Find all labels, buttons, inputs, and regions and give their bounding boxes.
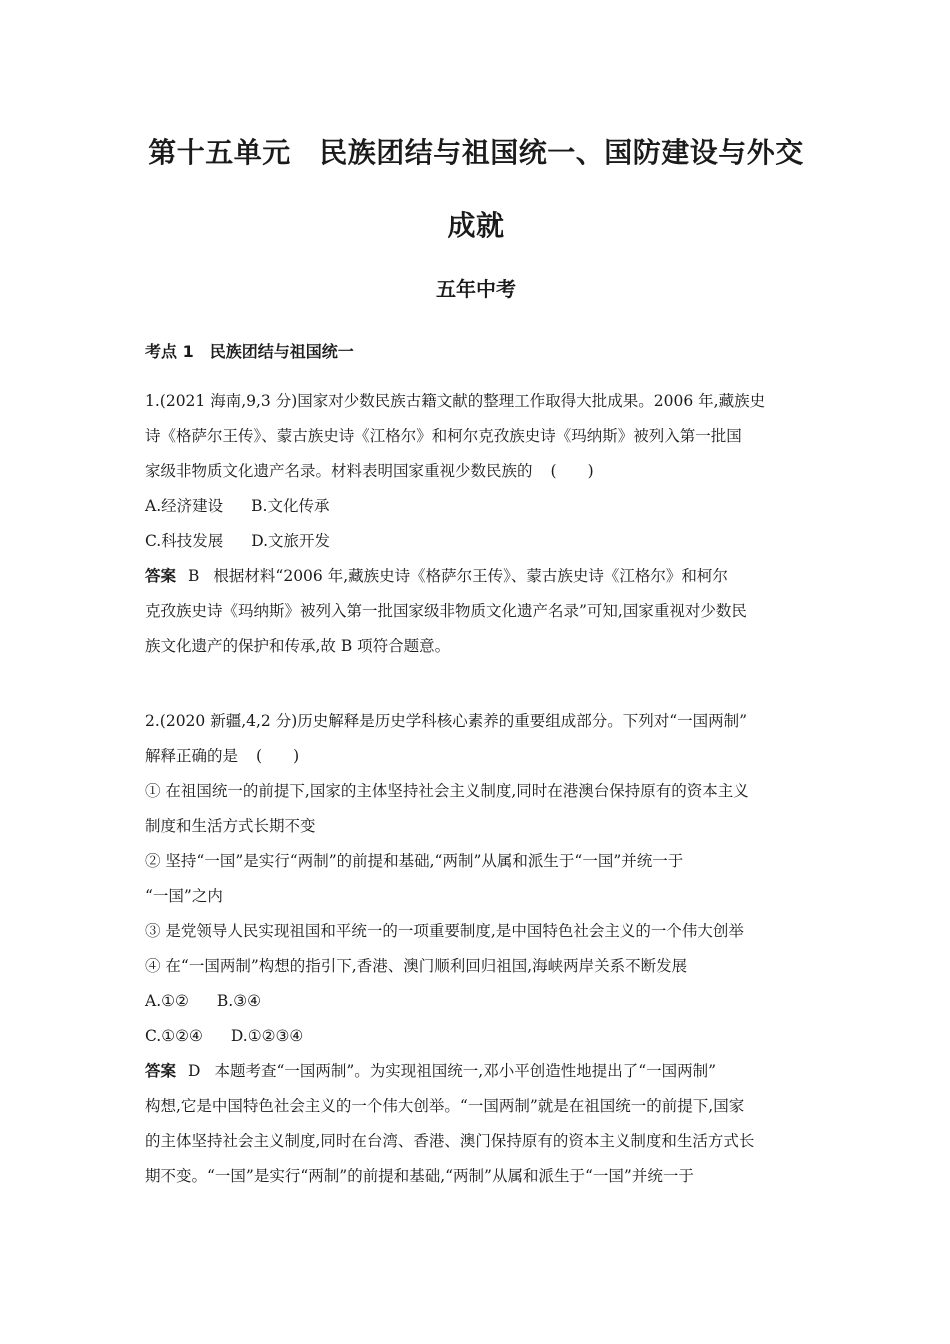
q2-stem-text: 解释正确的是 bbox=[145, 747, 239, 765]
q1-options-row2 bbox=[145, 524, 807, 559]
q2-stem-line1: 2.(2020 新疆,4,2 分)历史解释是历史学科核心素养的重要组成部分。下列对“一国两制” bbox=[145, 712, 748, 730]
q2-statement-1-line2: 制度和生活方式长期不变 bbox=[145, 817, 316, 835]
q2-answer-line3: 的主体坚持社会主义制度,同时在台湾、香港、澳门保持原有的资本主义制度和生活方式长 bbox=[145, 1132, 755, 1150]
q1-stem-line1: 1.(2021 海南,9,3 分)国家对少数民族古籍文献的整理工作取得大批成果。2006 年,藏族史 bbox=[145, 392, 766, 410]
q1-answer-paren: ( ) bbox=[550, 462, 594, 480]
q2-option-d: D.①②③④ bbox=[230, 1027, 304, 1045]
q1-stem-line2: 诗《格萨尔王传》、蒙古族史诗《江格尔》和柯尔克孜族史诗《玛纳斯》被列入第一批国 bbox=[145, 427, 742, 445]
q2-answer-paren: ( ) bbox=[256, 747, 300, 765]
unit-title-line2: 成就 bbox=[447, 209, 505, 242]
q1-answer-line1 bbox=[145, 559, 807, 594]
q1-answer-line2: 克孜族史诗《玛纳斯》被列入第一批国家级非物质文化遗产名录”可知,国家重视对少数民 bbox=[145, 602, 747, 620]
q2-statement-2-line2: “一国”之内 bbox=[145, 887, 223, 905]
q1-options-row1 bbox=[145, 489, 807, 524]
q2-statement-3: ③ 是党领导人民实现祖国和平统一的一项重要制度,是中国特色社会主义的一个伟大创举 bbox=[145, 922, 744, 940]
section-subtitle: 五年中考 bbox=[436, 277, 516, 301]
q1-answer-label: 答案 bbox=[145, 567, 177, 585]
q1-option-d: D.文旅开发 bbox=[251, 532, 331, 550]
q2-option-b: B.③④ bbox=[216, 992, 262, 1010]
topic-heading: 考点 1 民族团结与祖国统一 bbox=[145, 342, 354, 361]
question-2 bbox=[145, 704, 807, 1194]
q1-stem-line3 bbox=[145, 454, 807, 489]
question-1 bbox=[145, 384, 807, 664]
document-page bbox=[145, 0, 807, 1194]
q1-stem-text: 家级非物质文化遗产名录。材料表明国家重视少数民族的 bbox=[145, 462, 533, 480]
q1-option-c: C.科技发展 bbox=[145, 532, 224, 550]
unit-title-line1: 第十五单元 民族团结与祖国统一、国防建设与外交 bbox=[148, 136, 804, 169]
q2-answer-letter: D bbox=[188, 1062, 201, 1080]
q1-answer-line3: 族文化遗产的保护和传承,故 B 项符合题意。 bbox=[145, 637, 451, 655]
q2-answer-label: 答案 bbox=[145, 1062, 177, 1080]
q2-option-c: C.①②④ bbox=[145, 1027, 203, 1045]
q1-option-a: A.经济建设 bbox=[145, 497, 224, 515]
q1-answer-text1: 根据材料“2006 年,藏族史诗《格萨尔王传》、蒙古族史诗《江格尔》和柯尔 bbox=[213, 567, 728, 585]
unit-title bbox=[145, 116, 807, 262]
q2-options-row1 bbox=[145, 984, 807, 1019]
q2-stem-line2 bbox=[145, 739, 807, 774]
q2-statement-2-line1: ② 坚持“一国”是实行“两制”的前提和基础,“两制”从属和派生于“一国”并统一于 bbox=[145, 852, 684, 870]
q2-statement-1-line1: ① 在祖国统一的前提下,国家的主体坚持社会主义制度,同时在港澳台保持原有的资本主义 bbox=[145, 782, 749, 800]
q2-answer-line2: 构想,它是中国特色社会主义的一个伟大创举。“一国两制”就是在祖国统一的前提下,国家 bbox=[145, 1097, 745, 1115]
q2-options-row2 bbox=[145, 1019, 807, 1054]
q2-answer-line4: 期不变。“一国”是实行“两制”的前提和基础,“两制”从属和派生于“一国”并统一于 bbox=[145, 1167, 694, 1185]
q2-option-a: A.①② bbox=[145, 992, 189, 1010]
q1-option-b: B.文化传承 bbox=[251, 497, 330, 515]
q2-statement-4: ④ 在“一国两制”构想的指引下,香港、澳门顺利回归祖国,海峡两岸关系不断发展 bbox=[145, 957, 688, 975]
q2-answer-line1 bbox=[145, 1054, 807, 1089]
q2-answer-text1: 本题考查“一国两制”。为实现祖国统一,邓小平创造性地提出了“一国两制” bbox=[214, 1062, 717, 1080]
q1-answer-letter: B bbox=[188, 567, 200, 585]
